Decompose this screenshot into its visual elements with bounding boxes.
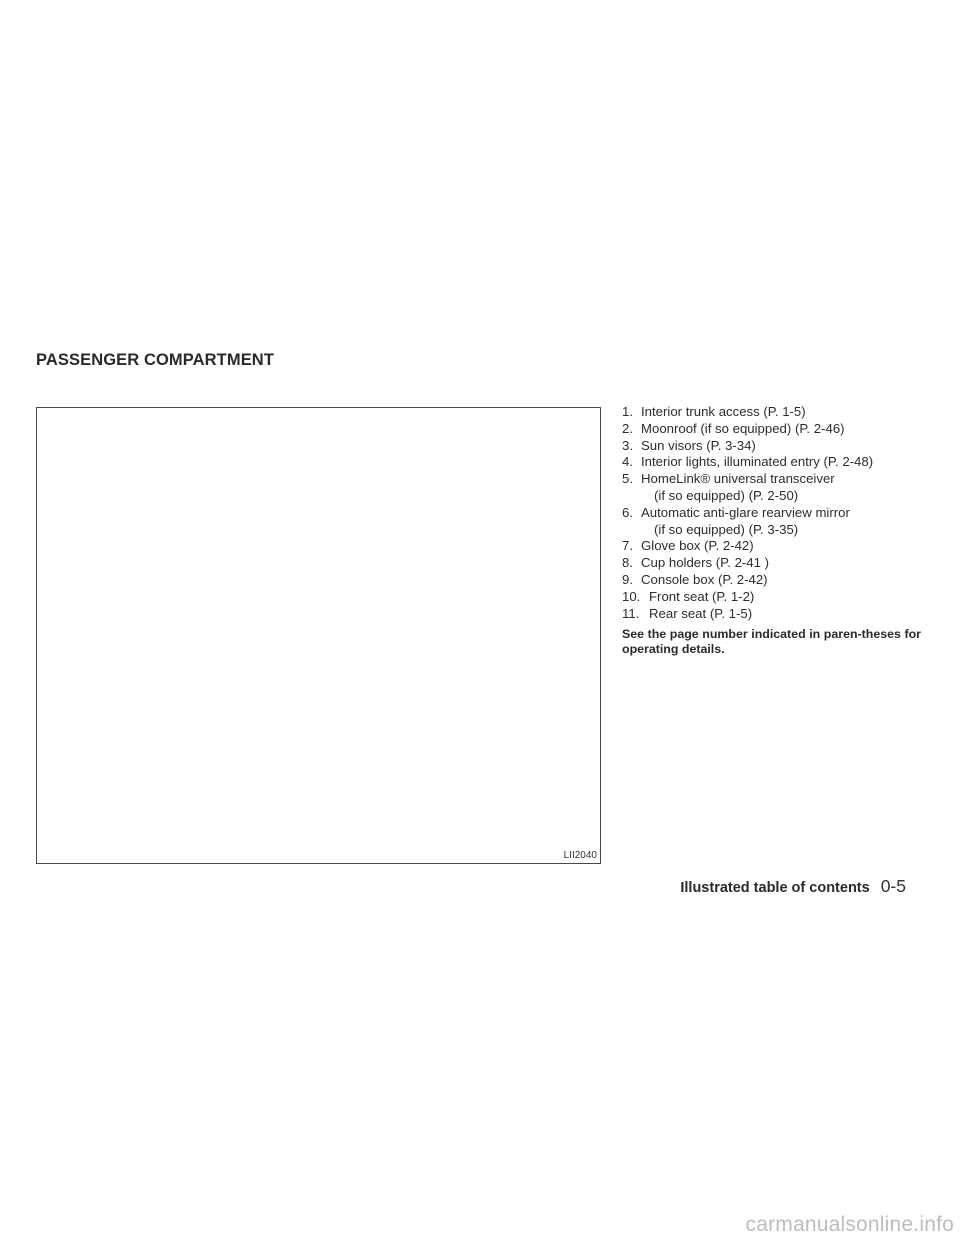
legend-item-rearview-mirror xyxy=(622,505,922,539)
legend-item-text: HomeLink® universal transceiver xyxy=(641,471,835,487)
legend-item-glove-box xyxy=(622,538,922,555)
legend-item-text-block xyxy=(641,471,922,505)
legend-item-interior-lights xyxy=(622,454,922,471)
legend-list xyxy=(622,404,922,622)
footer-section-title: Illustrated table of contents xyxy=(680,880,870,896)
legend-item-sun-visors xyxy=(622,438,922,455)
legend-item-number: 2. xyxy=(622,420,633,436)
legend-item-text: Front seat (P. 1-2) xyxy=(649,588,755,604)
legend-item-rear-seat xyxy=(622,606,922,623)
legend-item-text: Glove box (P. 2-42) xyxy=(641,538,754,554)
legend-item-text: Rear seat (P. 1-5) xyxy=(649,605,753,621)
legend-note: See the page number indicated in paren-theses for operating details. xyxy=(622,627,921,656)
legend-item-continuation: (if so equipped) (P. 2-50) xyxy=(654,487,799,503)
illustration-frame xyxy=(36,407,601,864)
legend-item-text: Cup holders (P. 2-41 ) xyxy=(641,555,770,571)
section-title: PASSENGER COMPARTMENT xyxy=(36,351,274,369)
figure-code: LII2040 xyxy=(563,850,597,861)
legend-item-number: 4. xyxy=(622,454,633,470)
page-footer xyxy=(680,876,906,897)
legend-item-moonroof xyxy=(622,421,922,438)
legend-item-number: 1. xyxy=(622,404,633,419)
legend-item-text-block xyxy=(641,505,922,539)
legend-item-text: Moonroof (if so equipped) (P. 2-46) xyxy=(641,420,845,436)
legend-item-text: Sun visors (P. 3-34) xyxy=(641,437,756,453)
legend-item-number: 11. xyxy=(622,605,640,621)
legend xyxy=(622,404,922,656)
legend-item-text: Interior lights, illuminated entry (P. 2-48) xyxy=(641,454,874,470)
legend-item-number: 10. xyxy=(622,588,641,604)
legend-item-interior-trunk-access xyxy=(622,404,922,421)
legend-item-number: 3. xyxy=(622,437,633,453)
legend-item-console-box xyxy=(622,572,922,589)
legend-item-number: 8. xyxy=(622,555,633,571)
legend-item-number: 5. xyxy=(622,471,633,487)
legend-item-text: Interior trunk access (P. 1-5) xyxy=(641,404,806,419)
footer-page-number: 0-5 xyxy=(880,876,906,896)
legend-item-cup-holders xyxy=(622,555,922,572)
legend-item-text: Console box (P. 2-42) xyxy=(641,571,768,587)
legend-item-homelink xyxy=(622,471,922,505)
legend-item-number: 7. xyxy=(622,538,633,554)
watermark: carmanualsonline.info xyxy=(745,1213,954,1236)
legend-item-text: Automatic anti-glare rearview mirror xyxy=(641,504,850,520)
legend-item-front-seat xyxy=(622,589,922,606)
legend-item-continuation: (if so equipped) (P. 3-35) xyxy=(654,521,799,537)
legend-item-number: 9. xyxy=(622,571,633,587)
legend-item-number: 6. xyxy=(622,504,633,520)
